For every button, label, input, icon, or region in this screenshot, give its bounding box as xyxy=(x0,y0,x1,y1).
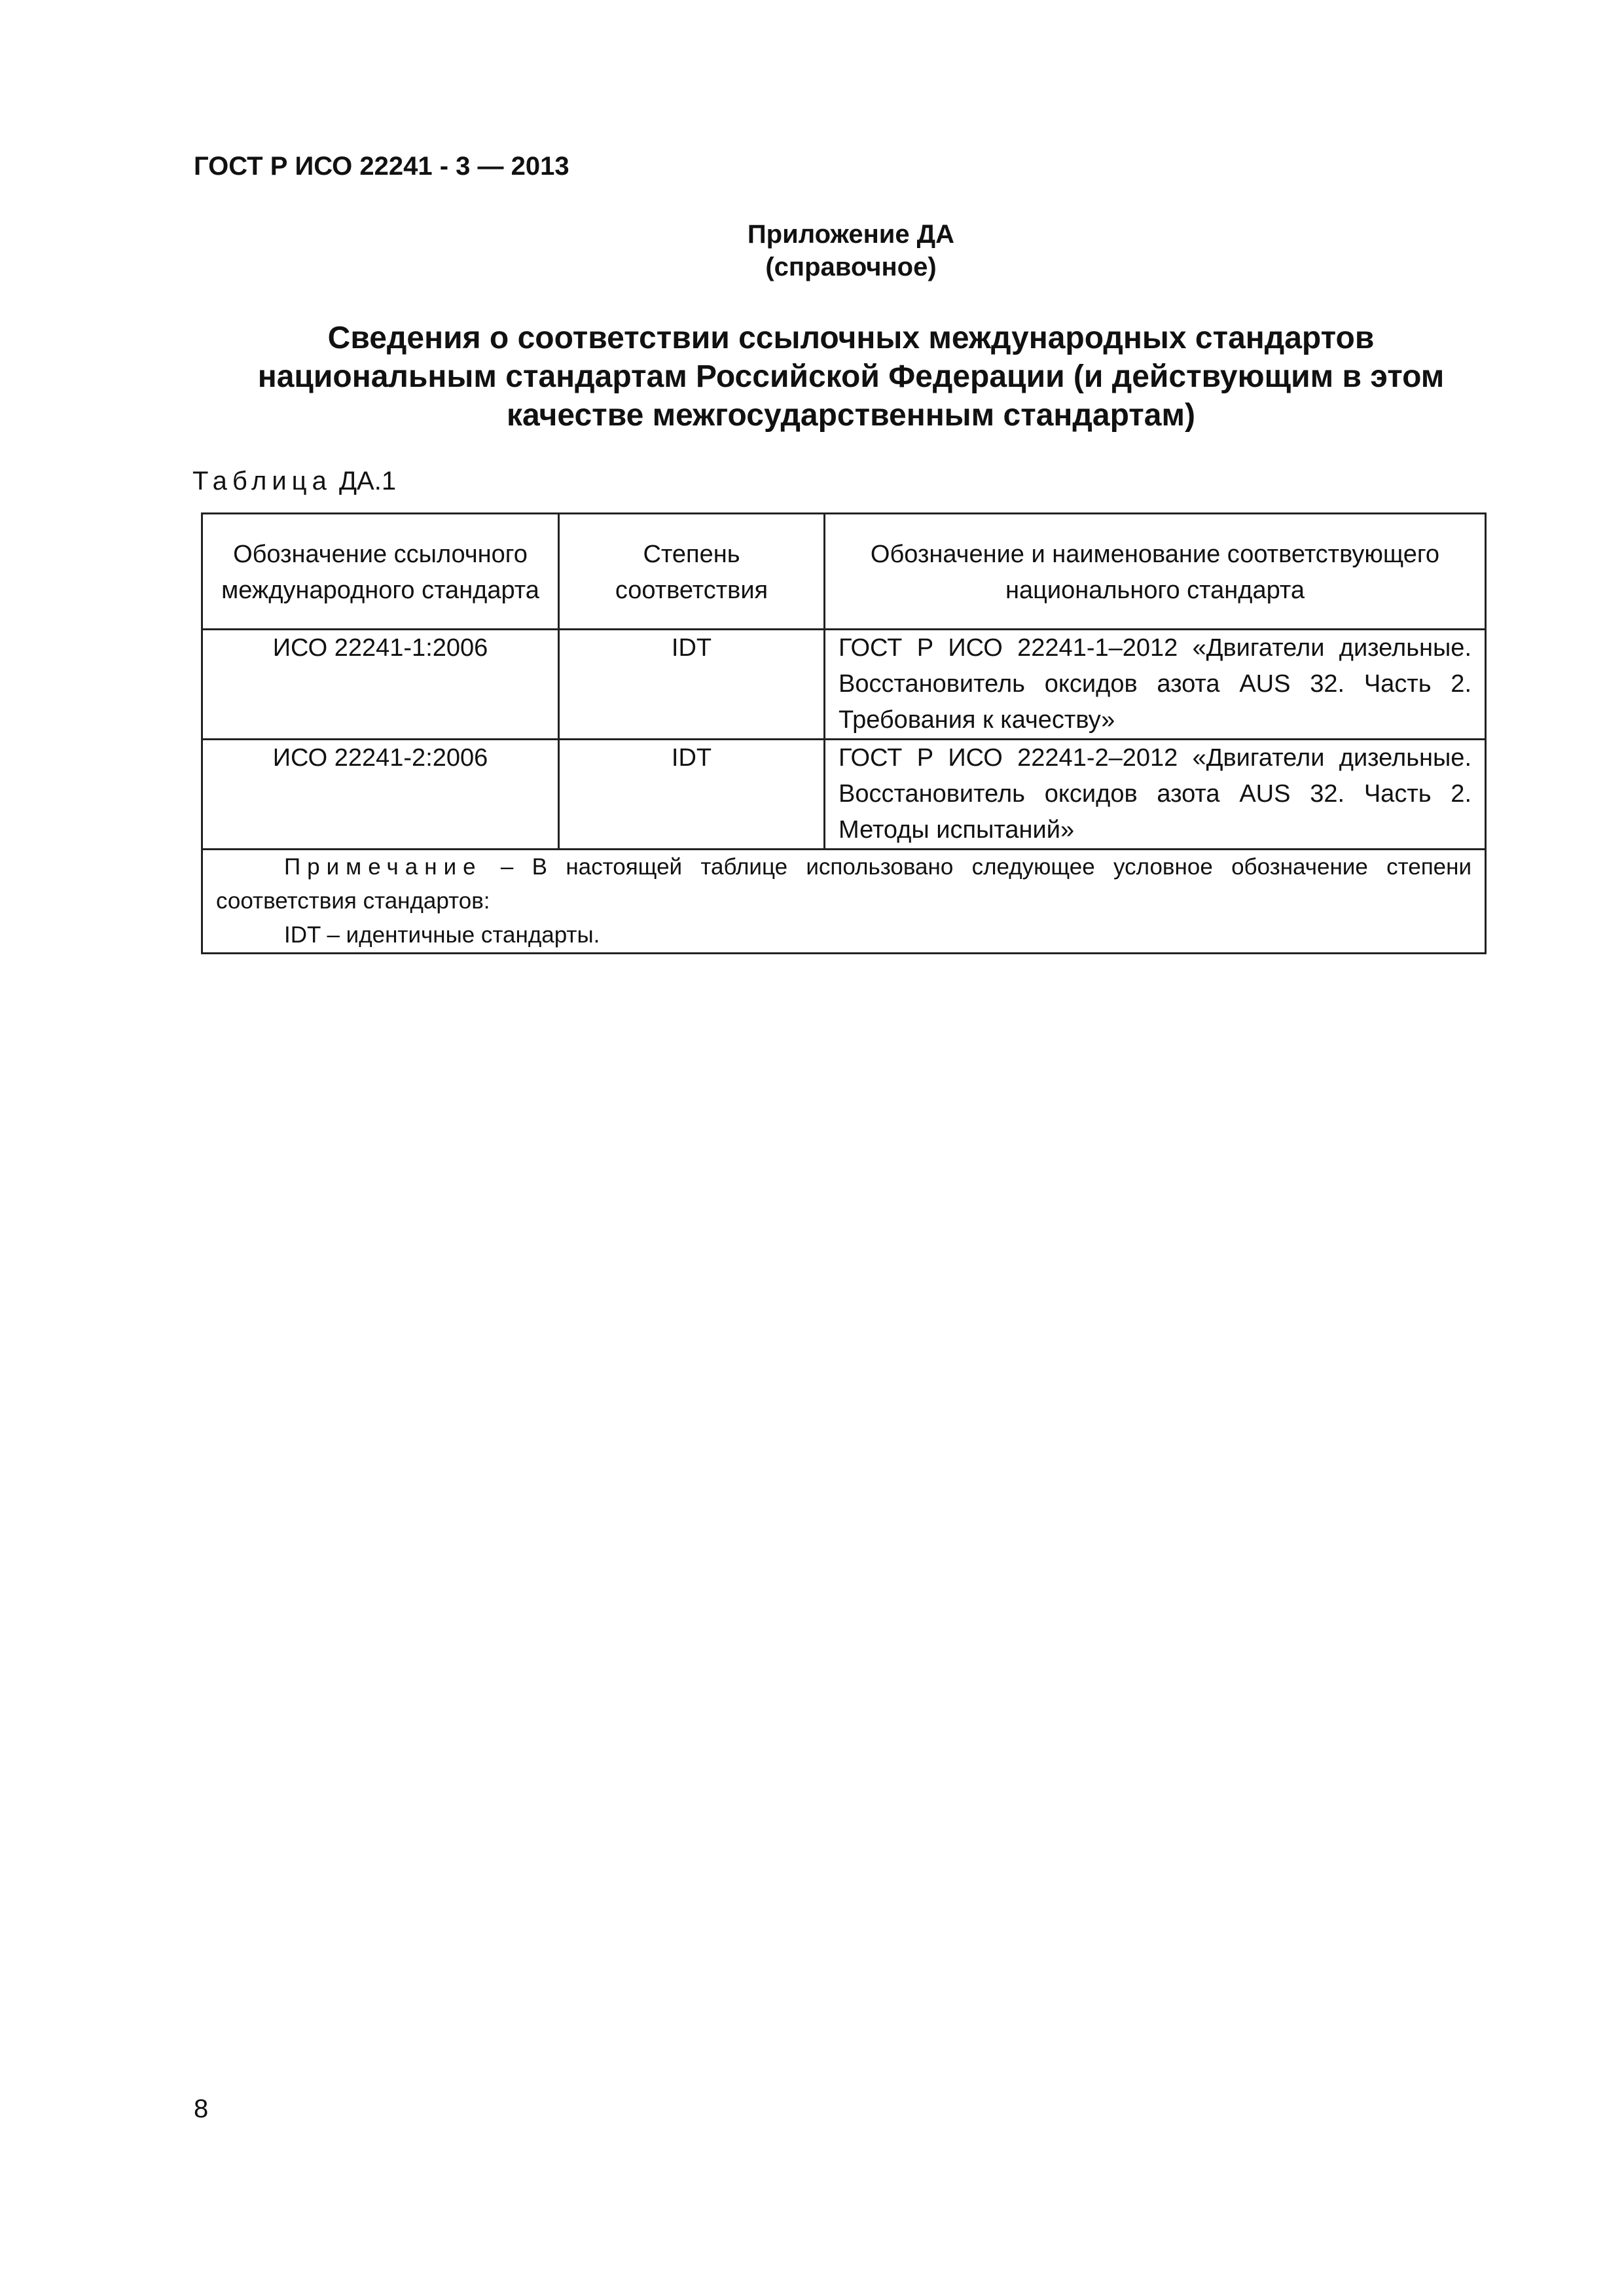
column-header-intl-standard: Обозначение ссылочного международного стандарта xyxy=(202,514,559,630)
table-note-row xyxy=(202,850,1486,954)
cell-intl-standard: ИСО 22241-2:2006 xyxy=(202,740,559,850)
table-caption-label: Таблица xyxy=(192,467,332,495)
table-caption-number: ДА.1 xyxy=(331,467,397,495)
table-row xyxy=(202,630,1486,740)
table-row xyxy=(202,740,1486,850)
main-title-line: качестве межгосударственным стандартам) xyxy=(507,398,1195,433)
cell-national-standard: ГОСТ Р ИСО 22241-1–2012 «Двигатели дизельные. Восстановитель оксидов азота AUS 32. Часть 2. Требования к качеству» xyxy=(825,630,1486,740)
main-title xyxy=(190,319,1512,435)
note-idt-definition: IDT – идентичные стандарты. xyxy=(284,922,600,948)
table-header-row xyxy=(202,514,1486,630)
cell-national-standard: ГОСТ Р ИСО 22241-2–2012 «Двигатели дизельные. Восстановитель оксидов азота AUS 32. Часть 2. Методы испытаний» xyxy=(825,740,1486,850)
main-title-line: Сведения о соответствии ссылочных международных стандартов xyxy=(327,321,1375,355)
note-label: Примечание xyxy=(284,854,482,880)
cell-intl-standard: ИСО 22241-1:2006 xyxy=(202,630,559,740)
standards-table xyxy=(201,512,1487,954)
document-code: ГОСТ Р ИСО 22241 - 3 — 2013 xyxy=(194,152,569,181)
table-note xyxy=(202,850,1486,954)
main-title-line: национальным стандартам Российской Федерации (и действующим в этом xyxy=(257,359,1445,394)
appendix-subtitle: (справочное) xyxy=(765,253,937,281)
column-header-degree: Степень соответствия xyxy=(559,514,825,630)
cell-degree: IDT xyxy=(559,630,825,740)
cell-degree: IDT xyxy=(559,740,825,850)
note-text: – В настоящей таблице использовано следующее условное обозначение степени соответствия стандартов: xyxy=(216,854,1471,914)
table-caption xyxy=(192,467,396,496)
appendix-title: Приложение ДА xyxy=(747,220,955,249)
page-number: 8 xyxy=(194,2094,209,2123)
column-header-national-standard: Обозначение и наименование соответствующего национального стандарта xyxy=(825,514,1486,630)
